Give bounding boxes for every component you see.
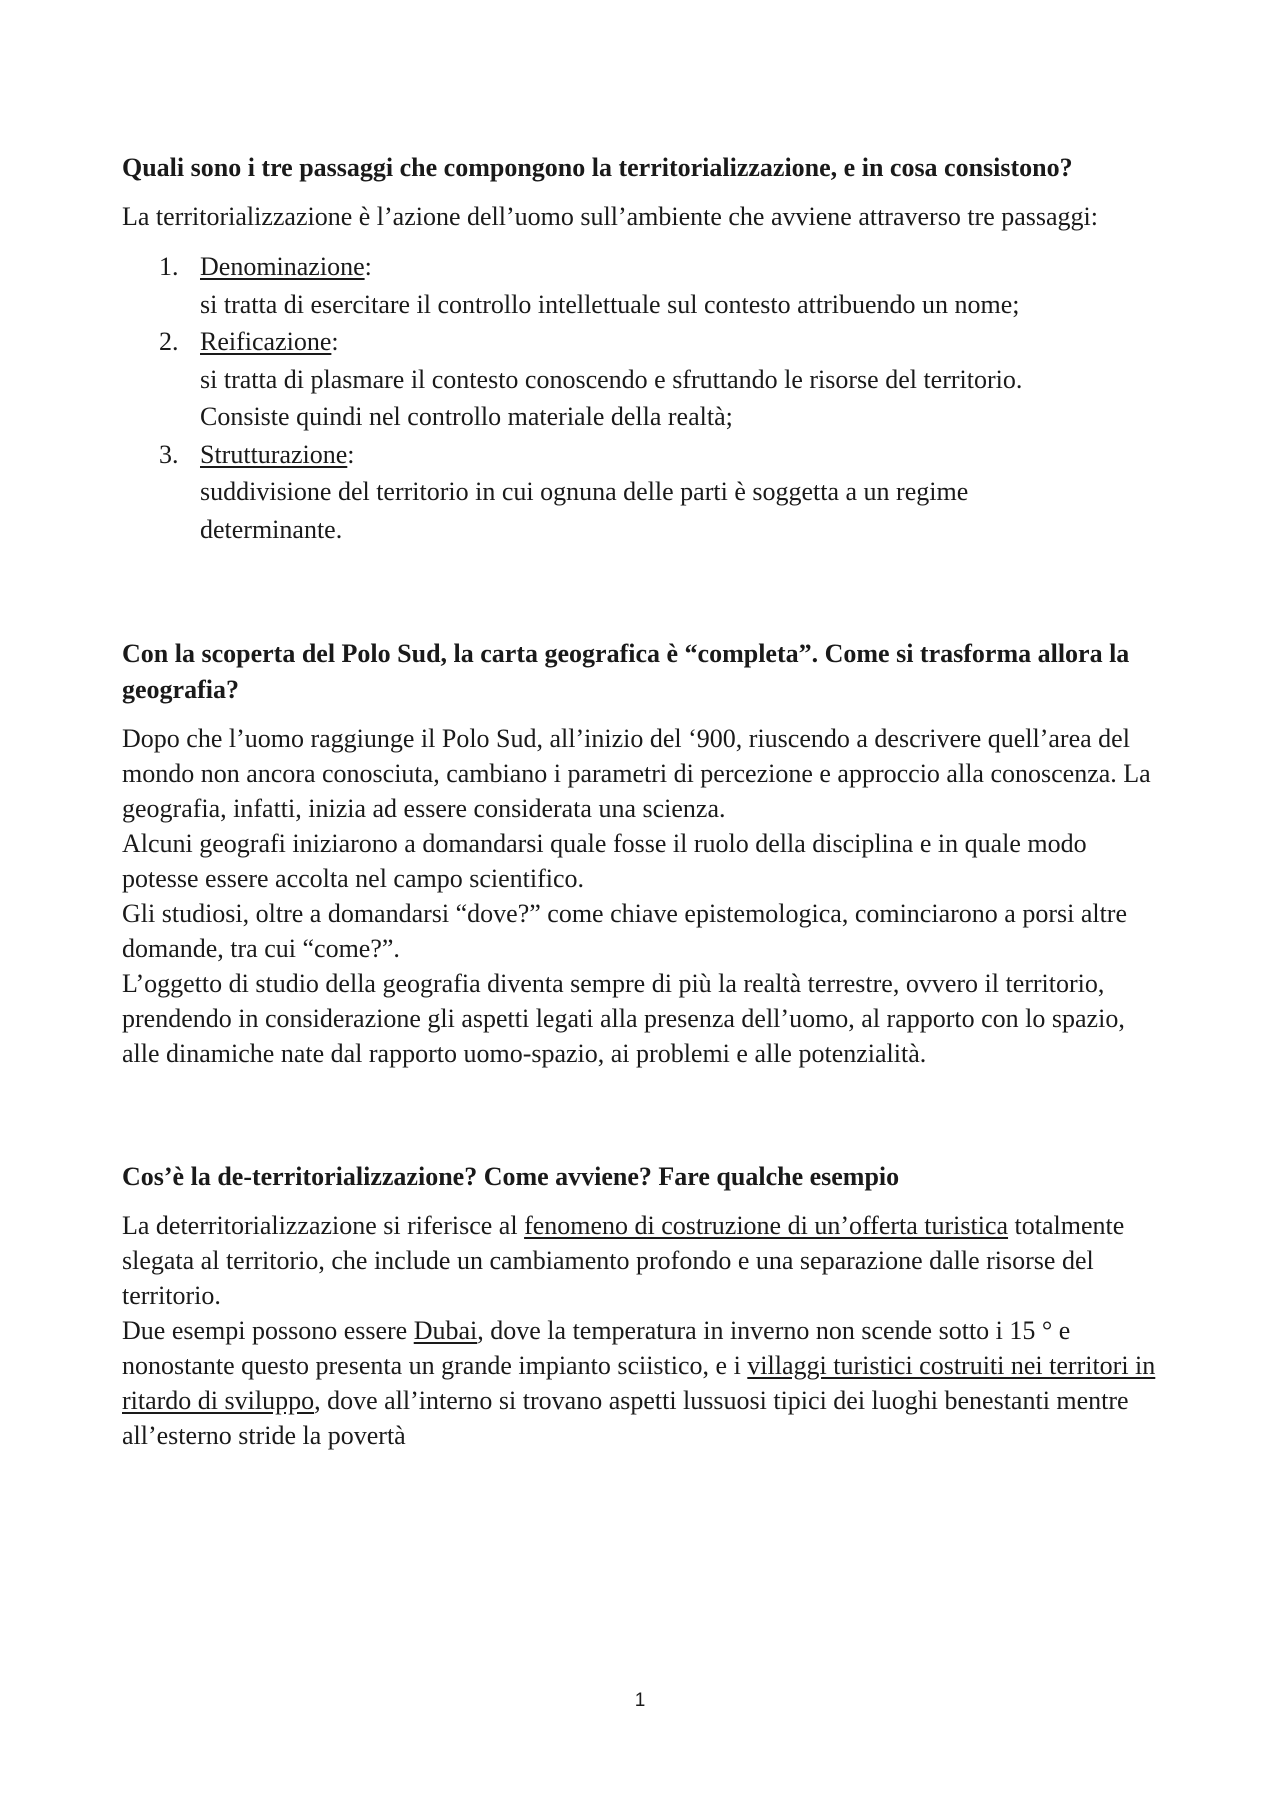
list-number: 1.: [159, 252, 179, 281]
question-heading-1: Quali sono i tre passaggi che compongono la territorializzazione, e in cosa consistono?: [122, 153, 1073, 182]
body-paragraph: L’oggetto di studio della geografia diventa sempre di più la realtà terrestre, ovvero il territorio, prendendo in considerazione gli aspetti legati alla presenza dell’uomo, al rapporto con lo spazio, alle dinamiche nate dal rapporto uomo-spazio, ai problemi e alle potenzialità.: [122, 969, 1125, 1068]
document-page: [122, 150, 1162, 1453]
body-paragraph: Dopo che l’uomo raggiunge il Polo Sud, all’inizio del ‘900, riuscendo a descrivere quell’area del mondo non ancora conosciuta, cambiano i parametri di percezione e approccio alla conoscenza. La geografia, infatti, inizia ad essere considerata una scienza.: [122, 724, 1151, 823]
list-item-denominazione: 1. Denominazione: si tratta di esercitare il controllo intellettuale sul contesto attribuendo un nome;: [122, 248, 1162, 323]
steps-list: [122, 248, 1162, 548]
question-heading-3: Cos’è la de-territorializzazione? Come avviene? Fare qualche esempio: [122, 1162, 900, 1191]
page-number: 1: [634, 1690, 646, 1711]
item-description: si tratta di plasmare il contesto conoscendo e sfruttando le risorse del territorio.: [200, 364, 1023, 394]
body-paragraph: La deterritorializzazione si riferisce al fenomeno di costruzione di un’offerta turistica totalmente slegata al territorio, che include un cambiamento profondo e una separazione dalle risorse del territorio.: [122, 1211, 1125, 1310]
question-heading-2: Con la scoperta del Polo Sud, la carta geografica è “completa”. Come si trasforma allora la geografia?: [122, 639, 1130, 704]
item-description: Consiste quindi nel controllo materiale della realtà;: [200, 402, 733, 431]
body-paragraph: Alcuni geografi iniziarono a domandarsi quale fosse il ruolo della disciplina e in quale modo potesse essere accolta nel campo scientifico.: [122, 829, 1087, 893]
list-item-strutturazione: 3. Strutturazione: suddivisione del territorio in cui ognuna delle parti è soggetta a un regime determinante.: [122, 436, 1162, 549]
list-item-reificazione: 2. Reificazione: si tratta di plasmare il contesto conoscendo e sfruttando le risorse del territorio. Consiste quindi nel controllo materiale della realtà;: [122, 323, 1162, 436]
underlined-dubai: Dubai: [413, 1316, 478, 1345]
term-strutturazione: Strutturazione: [200, 439, 348, 469]
term-reificazione: Reificazione: [200, 327, 332, 356]
item-description: si tratta di esercitare il controllo intellettuale sul contesto attribuendo un nome;: [200, 289, 1020, 319]
underlined-phrase: villaggi turistici costruiti nei territori in ritardo di sviluppo: [122, 1351, 1156, 1415]
term-denominazione: Denominazione: [200, 252, 365, 281]
intro-paragraph: La territorializzazione è l’azione dell’uomo sull’ambiente che avviene attraverso tre passaggi:: [122, 202, 1099, 231]
body-paragraph: Gli studiosi, oltre a domandarsi “dove?” come chiave epistemologica, cominciarono a porsi altre domande, tra cui “come?”.: [122, 899, 1127, 963]
item-description: determinante.: [200, 514, 343, 544]
body-paragraph: Due esempi possono essere Dubai, dove la temperatura in inverno non scende sotto i 15 ° e nonostante questo presenta un grande impianto sciistico, e i villaggi turistici costruiti nei territori in ritardo di sviluppo, dove all’interno si trovano aspetti lussuosi tipici dei luoghi benestanti mentre all’esterno stride la povertà: [122, 1316, 1156, 1450]
list-number: 3.: [159, 439, 179, 469]
item-description: suddivisione del territorio in cui ognuna delle parti è soggetta a un regime: [200, 477, 969, 506]
underlined-phrase: fenomeno di costruzione di un’offerta turistica: [524, 1211, 1009, 1240]
list-number: 2.: [159, 327, 179, 356]
